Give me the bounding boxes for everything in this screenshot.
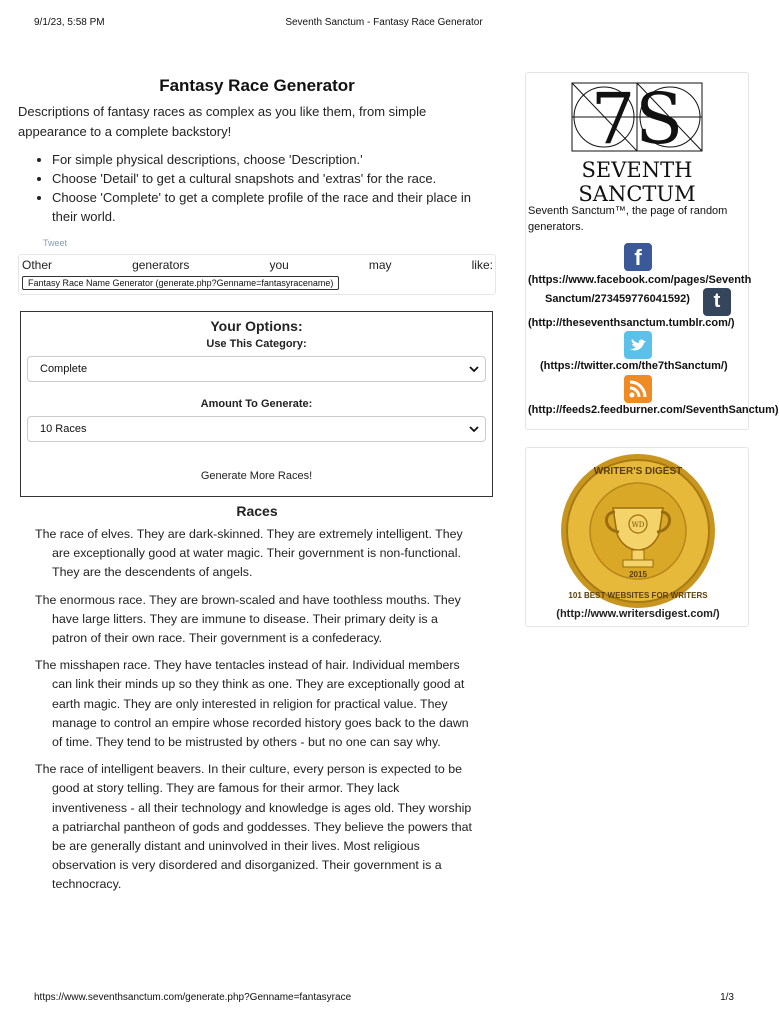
instruction-item: • For simple physical descriptions, choose 'Description.' — [52, 150, 496, 169]
print-header — [0, 17, 768, 31]
tweet-button[interactable]: Tweet — [43, 238, 68, 248]
award-mark: WD — [631, 521, 645, 529]
chevron-down-icon — [469, 417, 479, 441]
print-footer — [0, 992, 768, 1006]
instruction-list — [18, 150, 496, 226]
writers-digest-award-badge[interactable] — [559, 452, 717, 610]
rss-icon[interactable] — [624, 375, 652, 403]
twitter-icon[interactable] — [624, 331, 652, 359]
print-title: Seventh Sanctum - Fantasy Race Generator — [285, 17, 483, 28]
tumblr-link[interactable]: (http://theseventhsanctum.tumblr.com/) — [528, 317, 735, 329]
instruction-item: • Choose 'Complete' to get a complete profile of the race and their place in their world. — [52, 188, 496, 226]
category-select[interactable] — [27, 356, 486, 382]
tumblr-icon[interactable]: t — [703, 288, 731, 316]
print-page-number: 1/3 — [720, 992, 734, 1003]
twitter-link[interactable]: (https://twitter.com/the7thSanctum/) — [540, 360, 728, 372]
amount-select-value: 10 Races — [40, 423, 87, 435]
sidebar-site-card — [525, 72, 779, 430]
logo-numerals: 7S — [590, 78, 684, 160]
print-url: https://www.seventhsanctum.com/generate.php?Genname=fantasyrace — [34, 992, 352, 1003]
award-top-text: WRITER'S DIGEST — [593, 466, 683, 477]
seventh-sanctum-logo[interactable] — [570, 78, 704, 206]
page-title: Fantasy Race Generator — [159, 76, 355, 95]
site-description: Seventh Sanctum™, the page of random generators. — [528, 205, 728, 233]
print-date: 9/1/23, 5:58 PM — [34, 17, 105, 28]
amount-label: Amount To Generate: — [200, 398, 313, 410]
logo-line-1: SEVENTH — [581, 158, 693, 182]
main-content — [18, 72, 496, 903]
writers-digest-link[interactable]: (http://www.writersdigest.com/) — [556, 608, 720, 620]
award-year: 2015 — [629, 570, 647, 579]
logo-line-2: SANCTUM — [578, 182, 696, 206]
award-bottom-text: 101 BEST WEBSITES FOR WRITERS — [568, 591, 708, 600]
race-entry: The race of intelligent beavers. In their culture, every person is expected to be good at story telling. They are famous for their armor. They lack inventiveness - all their technology and knowledge is ages old. They worship a patriarchal pantheon of gods and goddesses. They believe the powers that be are generally distant and uninvolved in their lives. Most religious observation is very disordered and disorganized. Their government is a technocracy. — [35, 762, 472, 892]
amount-select[interactable] — [27, 416, 486, 442]
race-entry: The misshapen race. They have tentacles instead of hair. Individual members can link their minds up so they think as one. They are exceptionally good at earth magic. They are only interested in religion for practical value. They manage to control an empire whose recorded history goes back to the dawn of time. They tend to be mistrusted by others - but no one can say why. — [35, 658, 469, 750]
other-generators-select[interactable]: Fantasy Race Name Generator (generate.php?Genname=fantasyracename) — [22, 276, 339, 290]
generate-more-button[interactable]: Generate More Races! — [200, 470, 313, 482]
chevron-down-icon — [469, 357, 479, 381]
options-panel — [20, 311, 493, 497]
facebook-link-line2[interactable]: Sanctum/273459776041592) — [545, 293, 690, 305]
instruction-item: • Choose 'Detail' to get a cultural snapshots and 'extras' for the race. — [52, 169, 496, 188]
intro-text: Descriptions of fantasy races as complex as you like them, from simple appearance to a complete backstory! — [18, 104, 427, 139]
options-title: Your Options: — [210, 318, 303, 334]
category-select-value: Complete — [40, 363, 88, 375]
rss-link[interactable]: (http://feeds2.feedburner.com/SeventhSanctum) — [528, 404, 779, 416]
sidebar-award-card — [525, 447, 749, 627]
category-label: Use This Category: — [206, 338, 307, 350]
races-title: Races — [236, 503, 278, 519]
race-entry: The race of elves. They are dark-skinned. They are extremely intelligent. They are exceptionally good at water magic. Their government is non-functional. They are the descendents of angels. — [35, 527, 463, 580]
race-entry: The enormous race. They are brown-scaled and have toothless mouths. They have large litters. They are immune to disease. Their primary deity is a patron of their own race. Their government is a confederacy. — [35, 592, 461, 646]
facebook-link-line1[interactable]: (https://www.facebook.com/pages/Seventh — [528, 274, 752, 286]
facebook-icon[interactable]: f — [624, 243, 652, 271]
other-generators-box — [18, 254, 496, 295]
other-generators-label: Other generators you may like: — [22, 258, 493, 272]
